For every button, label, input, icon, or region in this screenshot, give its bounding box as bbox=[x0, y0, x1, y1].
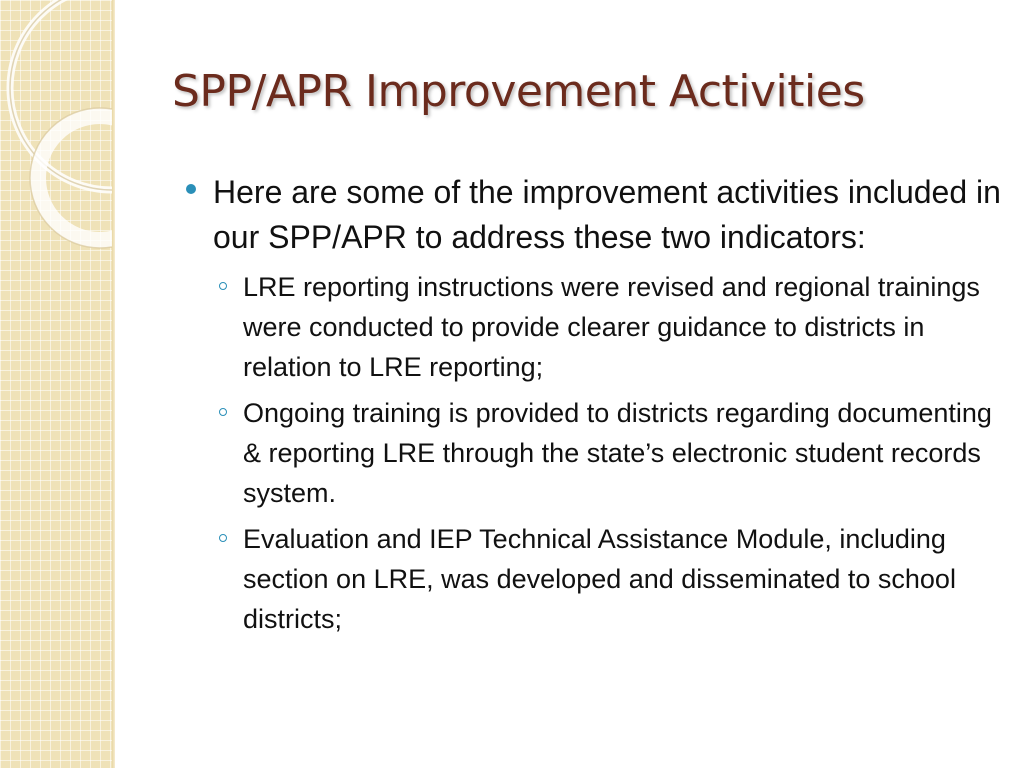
sub-bullet-ring-icon bbox=[219, 408, 227, 416]
sub-bullet-item bbox=[213, 267, 1001, 387]
sub-bullet-ring-icon bbox=[219, 534, 227, 542]
slide-title: SPP/APR Improvement Activities bbox=[172, 66, 865, 117]
decorative-side-band bbox=[0, 0, 112, 768]
bullet-dot-icon bbox=[186, 184, 196, 194]
sub-bullet-item bbox=[213, 519, 1001, 639]
sub-bullet-text: Ongoing training is provided to districts regarding documenting & reporting LRE through the state’s electronic student records system. bbox=[243, 398, 992, 508]
side-band-edge bbox=[112, 0, 115, 768]
bullet-text: Here are some of the improvement activities included in our SPP/APR to address these two indicators: bbox=[213, 174, 1001, 255]
sub-bullet-ring-icon bbox=[219, 282, 227, 290]
sub-bullet-item bbox=[213, 393, 1001, 513]
bullet-item bbox=[186, 170, 1001, 260]
sub-bullet-list bbox=[186, 267, 1001, 639]
sub-bullet-text: Evaluation and IEP Technical Assistance Module, including section on LRE, was developed and disseminated to school districts; bbox=[243, 524, 956, 634]
decorative-circles bbox=[0, 0, 112, 768]
slide-content bbox=[186, 170, 1001, 645]
sub-bullet-text: LRE reporting instructions were revised and regional trainings were conducted to provide clearer guidance to districts in relation to LRE reporting; bbox=[243, 272, 980, 382]
